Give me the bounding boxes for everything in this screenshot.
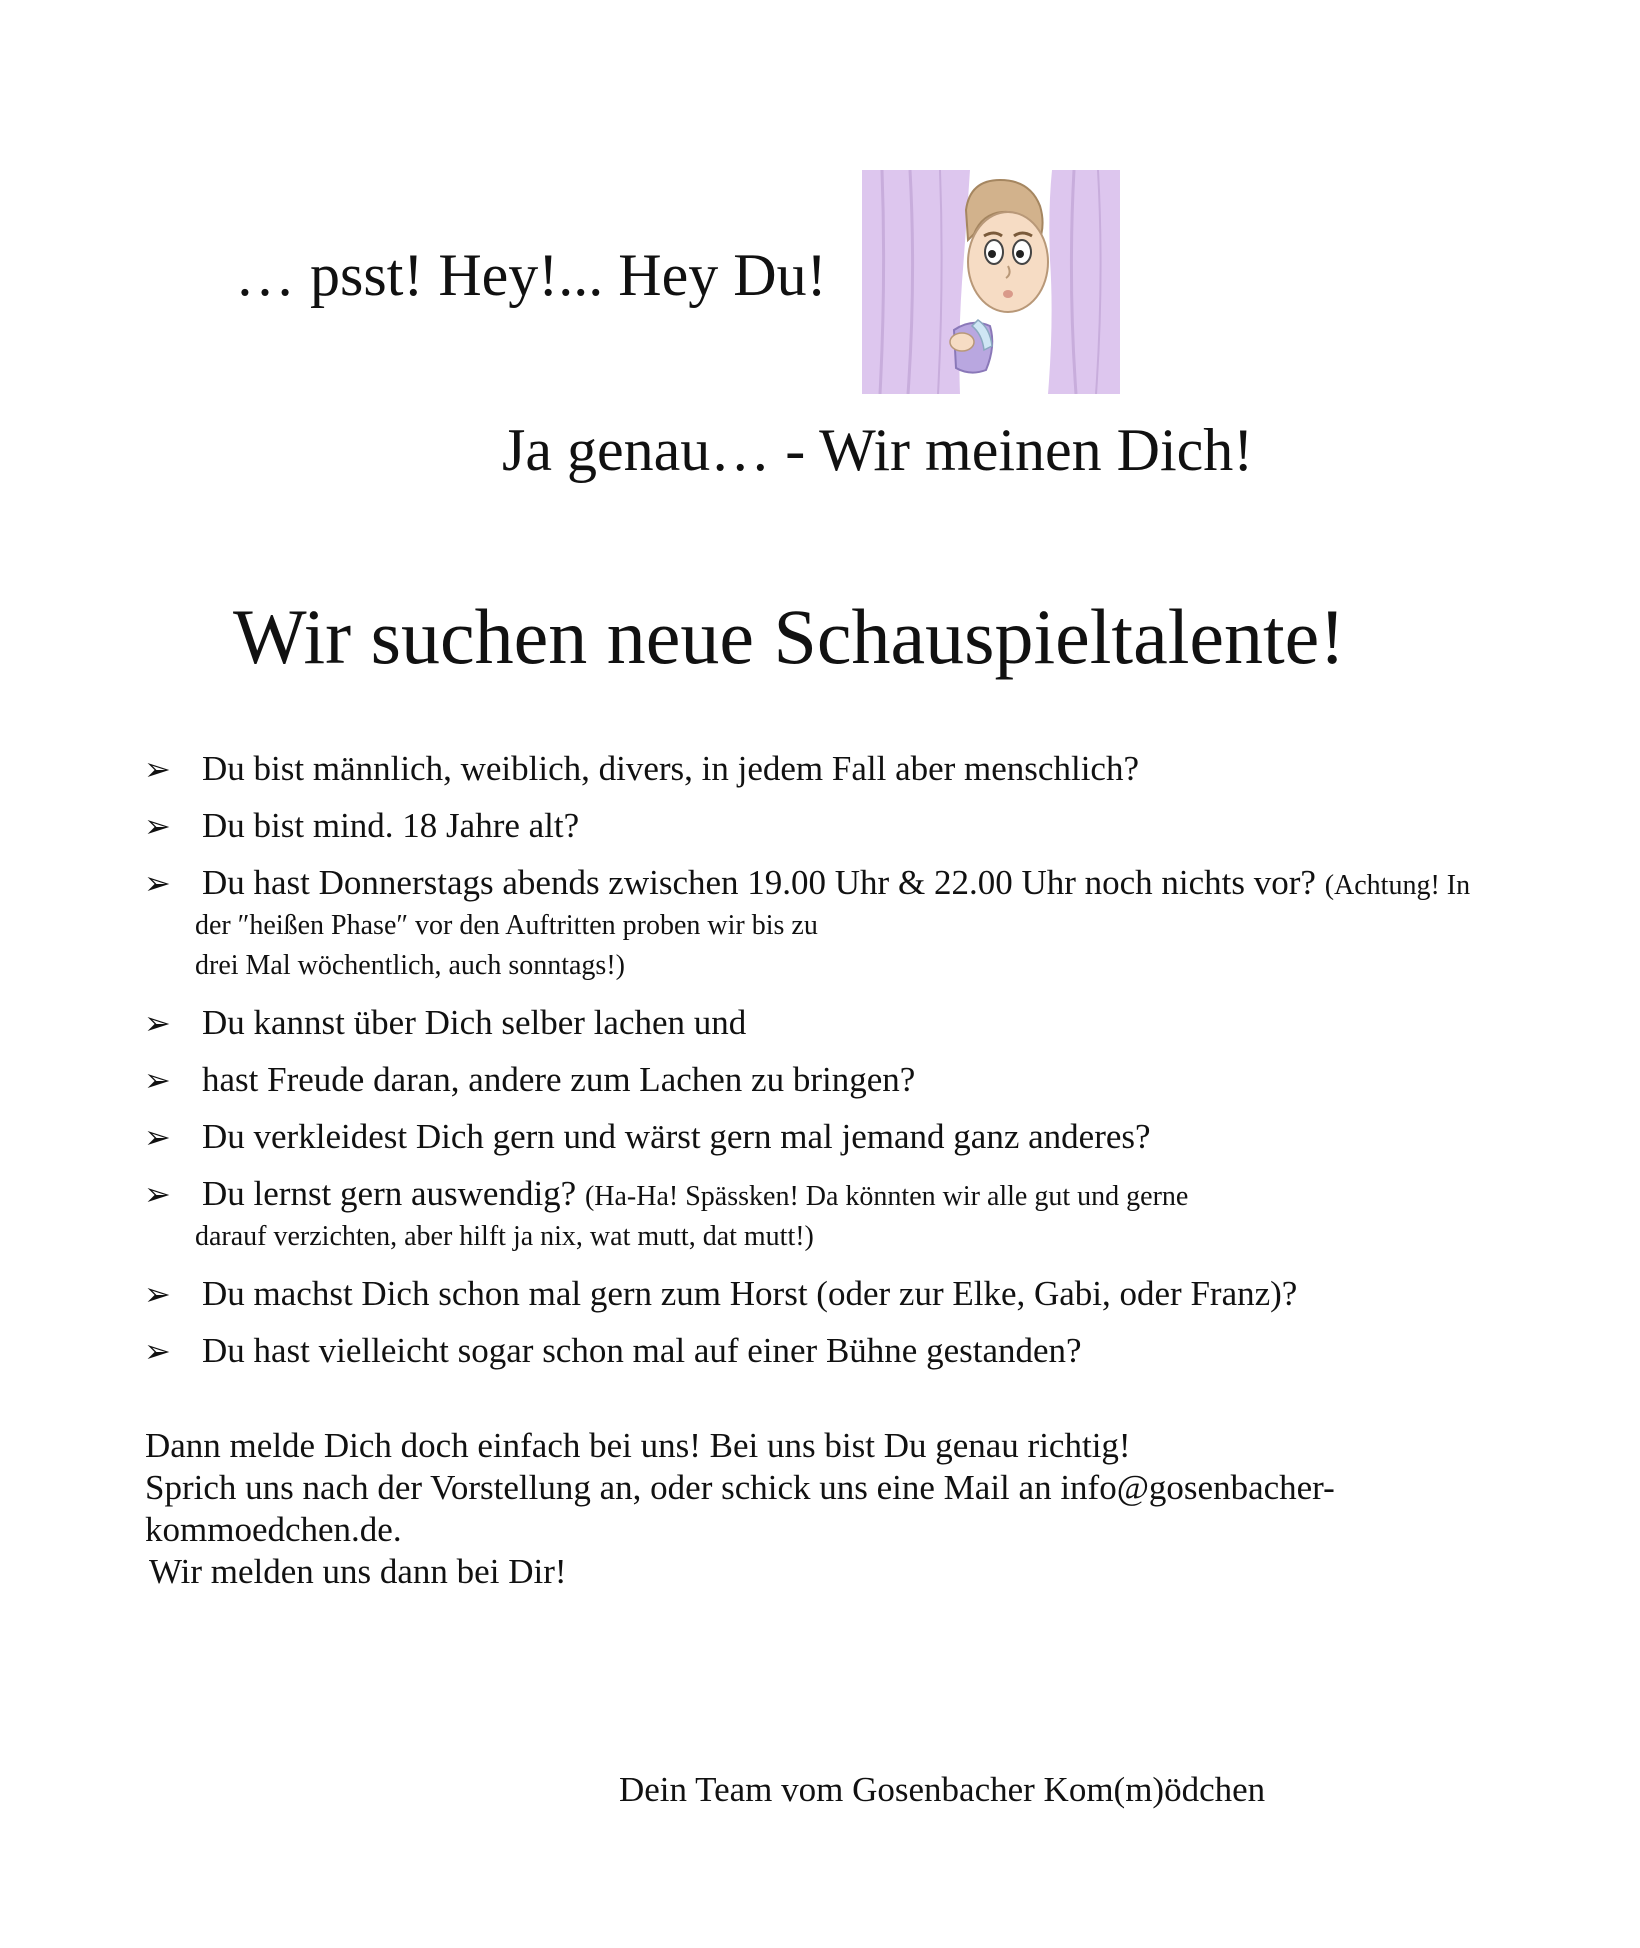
list-item-note-continuation: der ″heißen Phase″ vor den Auftritten proben wir bis zu xyxy=(195,910,818,941)
list-item-text: Du bist männlich, weiblich, divers, in jedem Fall aber menschlich? xyxy=(202,749,1139,788)
list-item xyxy=(144,806,1614,846)
list-item-text: Du kannst über Dich selber lachen und xyxy=(202,1003,747,1042)
closing-line: Sprich uns nach der Vorstellung an, oder schick uns eine Mail an info@gosenbacher- xyxy=(145,1468,1335,1507)
list-item-note: (Ha-Ha! Spässken! Da könnten wir alle gut und gerne xyxy=(584,1181,1189,1212)
list-item-text: Du hast vielleicht sogar schon mal auf einer Bühne gestanden? xyxy=(202,1331,1082,1370)
list-item xyxy=(144,1274,1614,1314)
arrow-bullet-icon: ➢ xyxy=(144,1004,171,1042)
signature: Dein Team vom Gosenbacher Kom(m)ödchen xyxy=(619,1770,1266,1809)
arrow-bullet-icon: ➢ xyxy=(144,1118,171,1156)
closing-paragraph xyxy=(145,1425,1335,1593)
list-item-text: hast Freude daran, andere zum Lachen zu bringen? xyxy=(202,1060,916,1099)
intro-psst-hey: … psst! Hey!... Hey Du! xyxy=(235,242,827,308)
list-item-text: Du machst Dich schon mal gern zum Horst (oder zur Elke, Gabi, oder Franz)? xyxy=(202,1274,1298,1313)
headline: Wir suchen neue Schauspieltalente! xyxy=(233,593,1346,680)
peeking-person-icon xyxy=(862,170,1120,394)
list-item-note-continuation: drei Mal wöchentlich, auch sonntags!) xyxy=(195,950,625,981)
closing-line: Wir melden uns dann bei Dir! xyxy=(149,1552,567,1591)
list-item-text: Du verkleidest Dich gern und wärst gern mal jemand ganz anderes? xyxy=(202,1117,1151,1156)
list-item xyxy=(144,1174,1614,1257)
requirements-list xyxy=(144,749,1614,1388)
list-item-text: Du bist mind. 18 Jahre alt? xyxy=(202,806,580,845)
list-item-text: Du lernst gern auswendig? xyxy=(202,1174,577,1213)
list-item xyxy=(144,1117,1614,1157)
intro-ja-genau: Ja genau… - Wir meinen Dich! xyxy=(502,417,1254,483)
list-item xyxy=(144,863,1614,986)
closing-line: Dann melde Dich doch einfach bei uns! Bei uns bist Du genau richtig! xyxy=(145,1426,1131,1465)
arrow-bullet-icon: ➢ xyxy=(144,1175,171,1213)
list-item-note-continuation: darauf verzichten, aber hilft ja nix, wat mutt, dat mutt!) xyxy=(195,1221,814,1252)
list-item xyxy=(144,1060,1614,1100)
arrow-bullet-icon: ➢ xyxy=(144,1275,171,1313)
arrow-bullet-icon: ➢ xyxy=(144,750,171,788)
list-item xyxy=(144,1003,1614,1043)
list-item xyxy=(144,1331,1614,1371)
arrow-bullet-icon: ➢ xyxy=(144,1061,171,1099)
closing-line: kommoedchen.de. xyxy=(145,1510,402,1549)
list-item-note: (Achtung! In xyxy=(1324,870,1471,901)
arrow-bullet-icon: ➢ xyxy=(144,864,171,902)
arrow-bullet-icon: ➢ xyxy=(144,1332,171,1370)
list-item-text: Du hast Donnerstags abends zwischen 19.00 Uhr & 22.00 Uhr noch nichts vor? xyxy=(202,863,1316,902)
arrow-bullet-icon: ➢ xyxy=(144,807,171,845)
list-item xyxy=(144,749,1614,789)
